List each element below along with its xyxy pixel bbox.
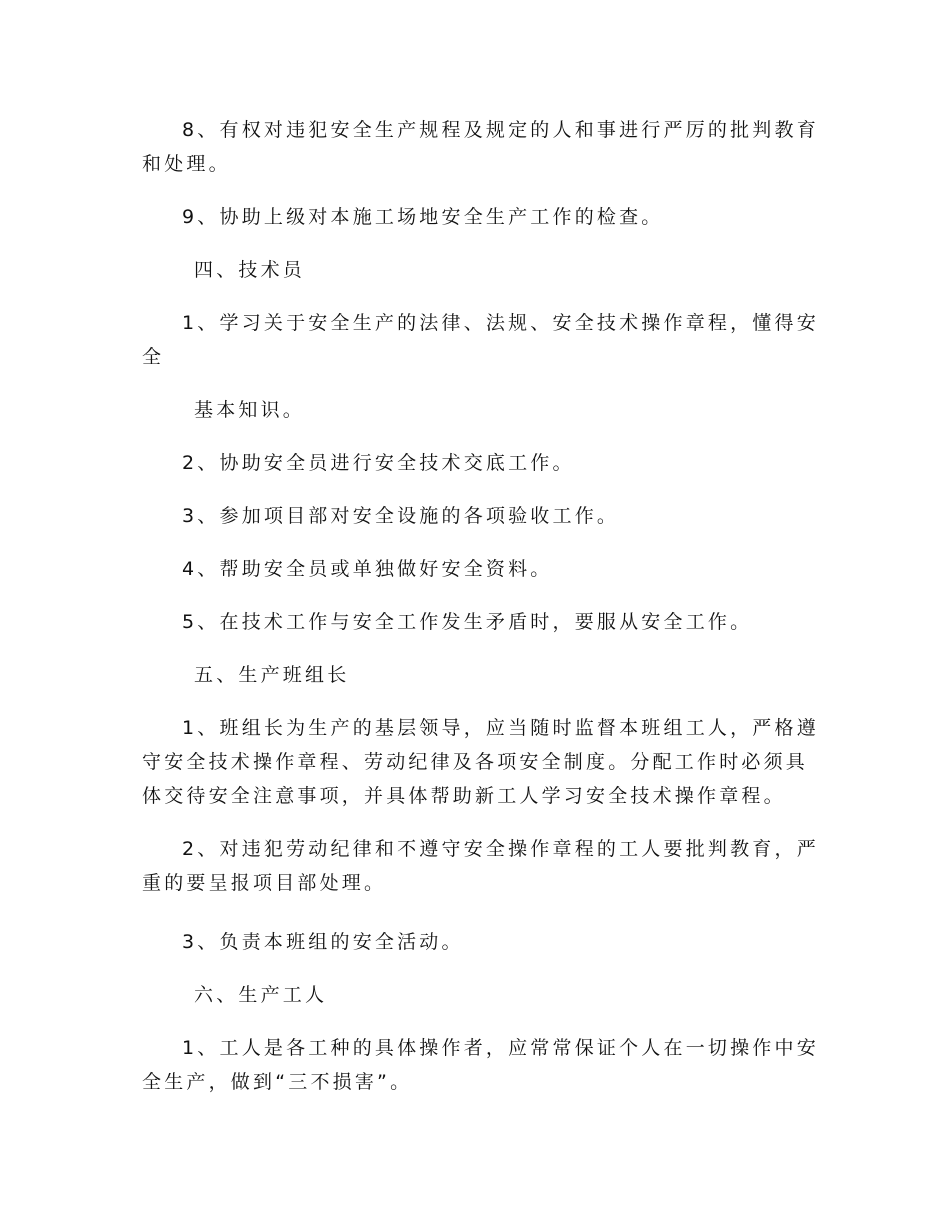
paragraph-line: 5、在技术工作与安全工作发生矛盾时，要服从安全工作。 bbox=[182, 611, 753, 633]
paragraph-8 bbox=[142, 113, 819, 181]
paragraph-tech-4 bbox=[142, 552, 812, 586]
paragraph-worker-1 bbox=[142, 1031, 819, 1099]
paragraph-line: 全生产，做到“三不损害”。 bbox=[142, 1071, 413, 1093]
paragraph-line: 体交待安全注意事项，并具体帮助新工人学习安全技术操作章程。 bbox=[142, 785, 786, 807]
paragraph-leader-1 bbox=[142, 711, 819, 813]
paragraph-line: 3、负责本班组的安全活动。 bbox=[182, 931, 464, 953]
paragraph-line: 守安全技术操作章程、劳动纪律及各项安全制度。分配工作时必须具 bbox=[142, 751, 809, 773]
paragraph-line: 和处理。 bbox=[142, 153, 231, 175]
paragraph-9 bbox=[142, 200, 812, 234]
paragraph-line: 2、对违犯劳动纪律和不遵守安全操作章程的工人要批判教育，严 bbox=[182, 838, 819, 860]
paragraph-line: 9、协助上级对本施工场地安全生产工作的检查。 bbox=[182, 206, 664, 228]
paragraph-line: 重的要呈报项目部处理。 bbox=[142, 872, 387, 894]
section-heading-workers bbox=[142, 978, 812, 1012]
paragraph-tech-1 bbox=[142, 306, 819, 374]
paragraph-tech-2 bbox=[142, 446, 812, 480]
section-heading-technician bbox=[142, 253, 812, 287]
paragraph-line: 1、工人是各工种的具体操作者，应常常保证个人在一切操作中安 bbox=[182, 1037, 819, 1059]
paragraph-line: 1、学习关于安全生产的法律、法规、安全技术操作章程，懂得安 bbox=[182, 312, 819, 334]
paragraph-line: 3、参加项目部对安全设施的各项验收工作。 bbox=[182, 505, 620, 527]
paragraph-line: 4、帮助安全员或单独做好安全资料。 bbox=[182, 558, 553, 580]
section-heading-team-leader bbox=[142, 658, 812, 692]
paragraph-leader-3 bbox=[142, 925, 812, 959]
section-heading: 六、生产工人 bbox=[194, 984, 328, 1006]
paragraph-leader-2 bbox=[142, 832, 819, 900]
paragraph-line: 基本知识。 bbox=[194, 399, 306, 421]
paragraph-tech-3 bbox=[142, 499, 812, 533]
section-heading: 五、生产班组长 bbox=[194, 664, 350, 686]
paragraph-line: 8、有权对违犯安全生产规程及规定的人和事进行严厉的批判教育 bbox=[182, 119, 819, 141]
paragraph-tech-1-continued bbox=[142, 393, 812, 427]
paragraph-line: 1、班组长为生产的基层领导，应当随时监督本班组工人，严格遵 bbox=[182, 717, 819, 739]
section-heading: 四、技术员 bbox=[194, 259, 306, 281]
paragraph-tech-5 bbox=[142, 605, 812, 639]
paragraph-line: 2、协助安全员进行安全技术交底工作。 bbox=[182, 452, 575, 474]
paragraph-line: 全 bbox=[142, 346, 165, 368]
